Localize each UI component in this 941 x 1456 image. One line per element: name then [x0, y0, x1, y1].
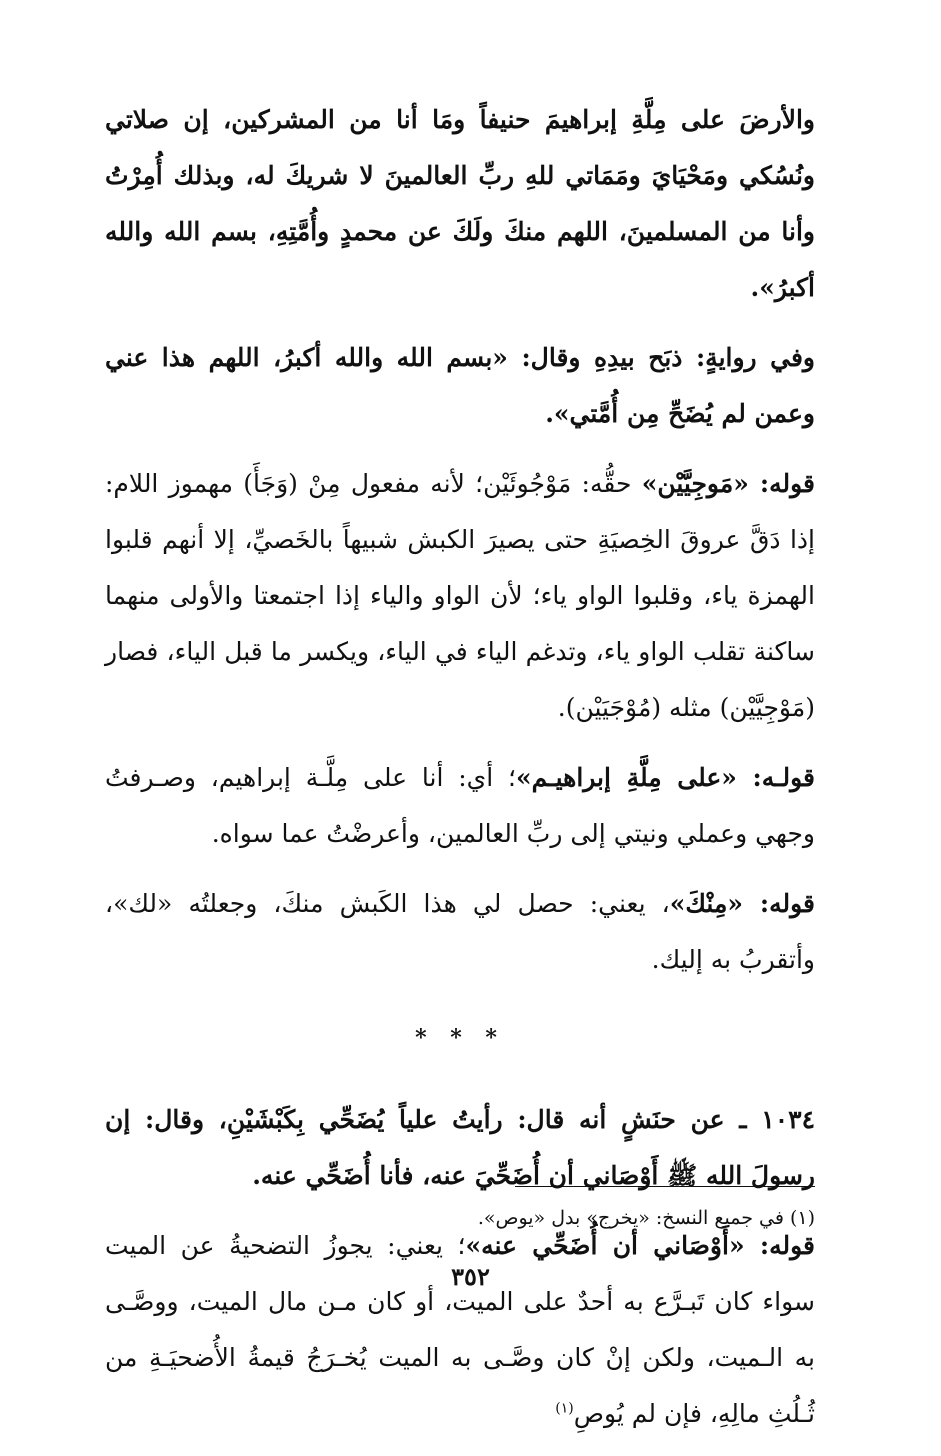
- commentary-lead: قوله: «مِنْكَ»: [669, 889, 815, 918]
- paragraph-minka: [105, 876, 815, 988]
- dua-text: والأرضَ على مِلَّةِ إبراهيمَ حنيفاً ومَا أنا من المشركين، إن صلاتي ونُسُكي ومَحْيَايَ ومَمَاتي للهِ ربِّ العالمينَ لا شريكَ له، وبذلك أُمِرْتُ وأنا من المسلمينَ، اللهم منكَ ولَكَ عن محمدٍ وأُمَّتِهِ، بسم الله والله أكبرُ».: [105, 105, 815, 302]
- paragraph-mawjiyyayn: [105, 456, 815, 736]
- paragraph-millat-ibrahim: [105, 750, 815, 862]
- commentary-body: ؛ أي: أنا على مِلَّـة إبراهيم، وصـرفتُ وجهي وعملي ونيتي إلى ربِّ العالمين، وأعرضْتُ عما سواه.: [105, 763, 815, 848]
- commentary-lead: قوله: «أَوْصَاني أن أُضَحِّي عنه»: [465, 1231, 815, 1260]
- commentary-lead: قولـه: «على مِلَّةِ إبراهيـم»: [516, 763, 815, 792]
- section-separator: * * *: [415, 1025, 505, 1051]
- commentary-body: حقُّه: مَوْجُوئَيْن؛ لأنه مفعول مِنْ (وَجَأَ) مهموز اللام: إذا دَقَّ عروقَ الخِصيَةِ حتى يصيرَ الكبش شبيهاً بالخَصيِّ، إلا أنهم قلبوا الهمزة ياء، وقلبوا الواو ياء؛ لأن الواو والياء إذا اجتمعتا والأولى منهما ساكنة تقلب الواو ياء، وتدغم الياء في الياء، ويكسر ما قبل الياء، فصار (مَوْجِيَّيْن) مثله (مُوْجَيَيْن).: [105, 469, 815, 722]
- body-text: [105, 92, 815, 1456]
- commentary-body: ؛ يعني: يجوزُ التضحيةُ عن الميت سواء كان تَبـرَّع به أحدٌ على الميت، أو كان مـن مال الميت، ووصَّـى به الـميت، ولكن إنْ كان وصَّـى به الميت يُخـرَجُ قيمةُ الأُضحيَـةِ من ثُـلُثِ مالِهِ، فإن لم يُوصِ: [105, 1231, 815, 1428]
- hadith-text: ١٠٣٤ ـ عن حنَشٍ أنه قال: رأيتُ علياً يُضَحِّي بِكَبْشَيْنِ، وقال: إن رسولَ الله ﷺ أَوْصَاني أن أُضَحِّيَ عنه، فأنا أُضَحِّي عنه.: [105, 1105, 816, 1190]
- hadith-paragraph: [105, 1092, 815, 1204]
- riwaya-text: وفي روايةٍ: ذبَح بيدِهِ وقال: «بسم الله والله أكبرُ، اللهم هذا عني وعمن لم يُضَحِّ مِن أُمَّتي».: [105, 343, 815, 428]
- commentary-body: ، يعني: حصل لي هذا الكَبش منكَ، وجعلتُه «لك»، وأتقربُ به إليك.: [105, 889, 815, 974]
- footnote: (١) في جميع النسخ: «يخرج» بدل «يوص».: [477, 1207, 815, 1229]
- paragraph-awsani: [105, 1218, 815, 1442]
- footnote-reference: (١): [555, 1400, 574, 1417]
- footnote-divider: [515, 1186, 815, 1187]
- paragraph-dua: [105, 92, 815, 316]
- commentary-lead: قوله: «مَوجِيَّيْن»: [641, 469, 815, 498]
- paragraph-riwaya: [105, 330, 815, 442]
- page-number: ٣٥٢: [451, 1262, 490, 1291]
